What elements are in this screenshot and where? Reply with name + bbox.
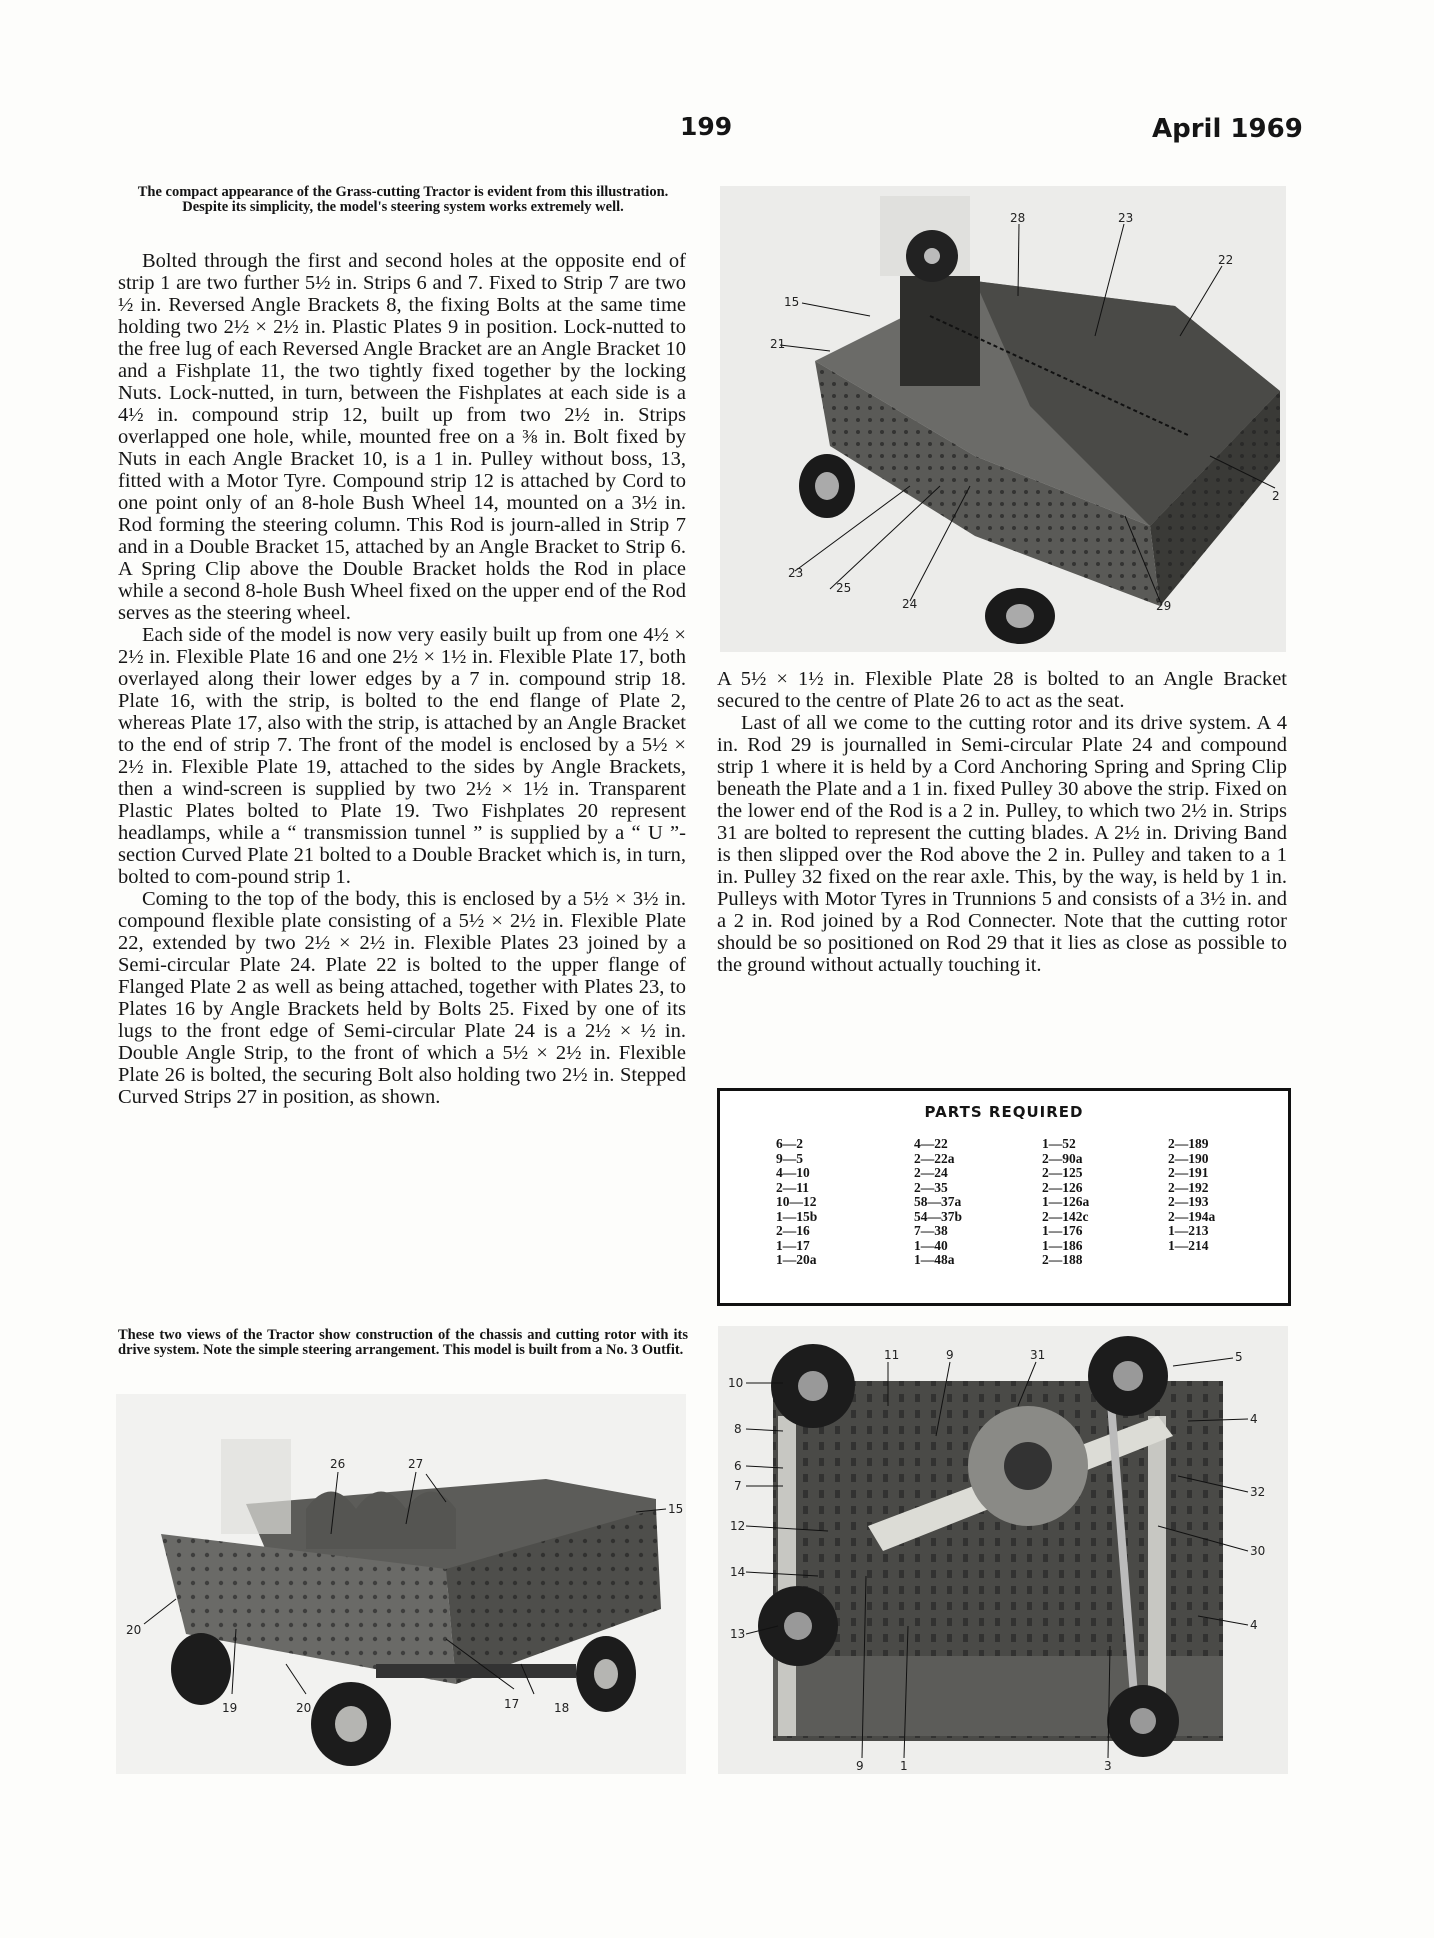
label-4b: 4 <box>1250 1618 1258 1632</box>
label-15: 15 <box>784 295 800 309</box>
label-23b: 23 <box>788 566 804 580</box>
label-9b: 9 <box>856 1759 864 1773</box>
label-1: 1 <box>900 1759 908 1773</box>
label-24: 24 <box>902 597 918 611</box>
caption-top: The compact appearance of the Grass-cutting Tractor is evident from this illustration. Despite its simplicity, the model's steering system works extremely well. <box>137 184 669 215</box>
part-item: 1—126a <box>1042 1194 1090 1209</box>
part-item: 7—38 <box>914 1223 948 1238</box>
label-11: 11 <box>884 1348 900 1362</box>
label-10: 10 <box>728 1376 744 1390</box>
right-text-column <box>717 668 1287 976</box>
label-22: 22 <box>1218 253 1234 267</box>
part-item: 58—37a <box>914 1194 962 1209</box>
label-2: 2 <box>1272 489 1280 503</box>
part-item: 2—188 <box>1042 1252 1083 1267</box>
part-item: 2—194a <box>1168 1208 1216 1224</box>
parts-column-3 <box>1042 1137 1089 1268</box>
label-14: 14 <box>730 1565 746 1579</box>
label-21: 21 <box>770 337 786 351</box>
label-20: 20 <box>126 1623 142 1637</box>
label-26: 26 <box>330 1457 346 1471</box>
part-item: 1—186 <box>1042 1237 1083 1253</box>
paragraph-sides: Each side of the model is now very easily built up from one 4½ × 2½ in. Flexible Plate 16 and one 2½ × 1½ in. Flexible Plate 17, both overlayed along their lower edges by a 7 in. compound strip 18. Plate 16, with the strip, is bolted to the end flange of Plate 2, whereas Plate 17, also with the strip, is attached by an Angle Bracket to the end of strip 7. The front of the model is enclosed by a 5½ × 2½ in. Flexible Plate 19, attached to the sides by Angle Brackets, then a wind-screen is supplied by two 2½ × 1½ in. Transparent Plastic Plates bolted to Plate 19. Two Fishplates 20 represent headlamps, while a “ transmission tunnel ” is supplied by a “ U ”-section Curved Plate 21 bolted to a Double Bracket which is, in turn, bolted to com-pound strip 1. <box>118 624 686 888</box>
part-item: 1—48a <box>914 1252 955 1267</box>
label-30: 30 <box>1250 1544 1266 1558</box>
left-text-column <box>118 250 686 1108</box>
part-item: 1—15b <box>776 1208 818 1224</box>
part-item: 1—214 <box>1168 1237 1209 1253</box>
part-item: 2—126 <box>1042 1179 1083 1195</box>
part-item: 4—22 <box>914 1136 948 1151</box>
label-25: 25 <box>836 581 852 595</box>
part-item: 1—17 <box>776 1237 810 1253</box>
part-item: 9—5 <box>776 1150 803 1166</box>
part-item: 2—90a <box>1042 1150 1083 1166</box>
parts-column-1 <box>776 1137 817 1268</box>
issue-date: April 1969 <box>1152 114 1303 144</box>
paragraph-seat: A 5½ × 1½ in. Flexible Plate 28 is bolted to an Angle Bracket secured to the centre of Plate 26 to act as the seat. <box>717 668 1287 712</box>
parts-column-2 <box>914 1137 962 1268</box>
page-number: 199 <box>680 112 733 141</box>
label-6: 6 <box>734 1459 742 1473</box>
part-item: 1—52 <box>1042 1136 1076 1151</box>
label-13: 13 <box>730 1627 746 1641</box>
part-item: 2—35 <box>914 1179 948 1195</box>
label-5: 5 <box>1235 1350 1243 1364</box>
label-7: 7 <box>734 1479 742 1493</box>
caption-bottom: These two views of the Tractor show construction of the chassis and cutting rotor with its drive system. Note the simple steering arrangement. This model is built from a No. 3 Outfit. <box>118 1327 688 1358</box>
part-item: 2—191 <box>1168 1165 1209 1180</box>
part-item: 2—193 <box>1168 1194 1209 1209</box>
label-12: 12 <box>730 1519 746 1533</box>
label-32: 32 <box>1250 1485 1266 1499</box>
part-item: 2—24 <box>914 1165 948 1180</box>
part-item: 1—40 <box>914 1237 948 1253</box>
label-31: 31 <box>1030 1348 1046 1362</box>
part-item: 1—176 <box>1042 1223 1083 1238</box>
label-19: 19 <box>222 1701 238 1715</box>
parts-required-box <box>717 1088 1291 1306</box>
part-item: 2—125 <box>1042 1165 1083 1180</box>
part-item: 54—37b <box>914 1208 963 1224</box>
paragraph-rotor: Last of all we come to the cutting rotor and its drive system. A 4 in. Rod 29 is journalled in Semi-circular Plate 24 and compound strip 1 where it is held by a Cord Anchoring Spring and Spring Clip beneath the Plate and a 1 in. fixed Pulley 30 above the strip. Fixed on the lower end of the Rod is a 2 in. Pulley, to which two 2½ in. Strips 31 are bolted to represent the cutting blades. A 2½ in. Driving Band is then slipped over the Rod above the 2 in. Pulley and taken to a 1 in. Pulley 32 fixed on the rear axle. This, by the way, is held by 1 in. Pulleys with Motor Tyres in Trunnions 5 and consists of a 3½ in. and a 2 in. Rod joined by a Rod Connecter. Note that the cutting rotor should be so positioned on Rod 29 that it lies as close as possible to the ground without actually touching it. <box>717 712 1287 976</box>
photo-tractor-underside <box>718 1326 1288 1774</box>
part-item: 4—10 <box>776 1165 810 1180</box>
paragraph-steering: Bolted through the first and second holes at the opposite end of strip 1 are two further 5½ in. Strips 6 and 7. Fixed to Strip 7 are two ½ in. Reversed Angle Brackets 8, the fixing Bolts at the same time holding two 2½ × 2½ in. Plastic Plates 9 in position. Lock-nutted to the free lug of each Reversed Angle Bracket are an Angle Bracket 10 and a Fishplate 11, the two tightly fixed together by the locking Nuts. Lock-nutted, in turn, between the Fishplates at each side is a 4½ in. compound strip 12, built up from two 2½ in. Strips overlapped one hole, while, mounted free on a ⅜ in. Bolt fixed by Nuts in each Angle Bracket 10, is a 1 in. Pulley without boss, 13, fitted with a Motor Tyre. Compound strip 12 is attached by Cord to one point only of an 8-hole Bush Wheel 14, mounted on a 3½ in. Rod forming the steering column. This Rod is journ-alled in Strip 7 and in a Double Bracket 15, attached by an Angle Bracket to Strip 6. A Spring Clip above the Double Bracket holds the Rod in place while a second 8-hole Bush Wheel fixed on the upper end of the Rod serves as the steering wheel. <box>118 250 686 624</box>
label-8: 8 <box>734 1422 742 1436</box>
part-item: 2—142c <box>1042 1208 1089 1224</box>
label-17: 17 <box>504 1697 520 1711</box>
photo-tractor-front-view <box>116 1394 686 1774</box>
label-9: 9 <box>946 1348 954 1362</box>
part-item: 6—2 <box>776 1136 803 1151</box>
part-item: 1—213 <box>1168 1223 1209 1238</box>
paragraph-top-body: Coming to the top of the body, this is enclosed by a 5½ × 3½ in. compound flexible plate consisting of a 5½ × 2½ in. Flexible Plate 22, extended by two 2½ × 2½ in. Flexible Plates 23 joined by a Semi-circular Plate 24. Plate 22 is bolted to the upper flange of Flanged Plate 2 as well as being attached, together with Plates 23, to Plates 16 by Angle Brackets held by Bolts 25. Fixed by one of its lugs to the front edge of Semi-circular Plate 24 is a 2½ × ½ in. Double Angle Strip, to the front of which a 5½ × 2½ in. Flexible Plate 26 is bolted, the securing Bolt also holding two 2½ in. Stepped Curved Strips 27 in position, as shown. <box>118 888 686 1108</box>
part-item: 2—192 <box>1168 1179 1209 1195</box>
label-3: 3 <box>1104 1759 1112 1773</box>
part-item: 2—22a <box>914 1150 955 1166</box>
part-item: 2—11 <box>776 1179 810 1195</box>
part-item: 2—190 <box>1168 1150 1209 1166</box>
label-29: 29 <box>1156 599 1172 613</box>
photo-tractor-top-view <box>720 186 1286 652</box>
parts-title: PARTS REQUIRED <box>924 1103 1084 1121</box>
label-4: 4 <box>1250 1412 1258 1426</box>
label-18: 18 <box>554 1701 570 1715</box>
label-20b: 20 <box>296 1701 312 1715</box>
parts-column-4 <box>1168 1137 1215 1253</box>
label-28: 28 <box>1010 211 1026 225</box>
label-15: 15 <box>668 1502 684 1516</box>
part-item: 10—12 <box>776 1194 817 1209</box>
label-23: 23 <box>1118 211 1134 225</box>
label-27: 27 <box>408 1457 424 1471</box>
part-item: 1—20a <box>776 1252 817 1267</box>
part-item: 2—16 <box>776 1223 810 1238</box>
part-item: 2—189 <box>1168 1136 1209 1151</box>
